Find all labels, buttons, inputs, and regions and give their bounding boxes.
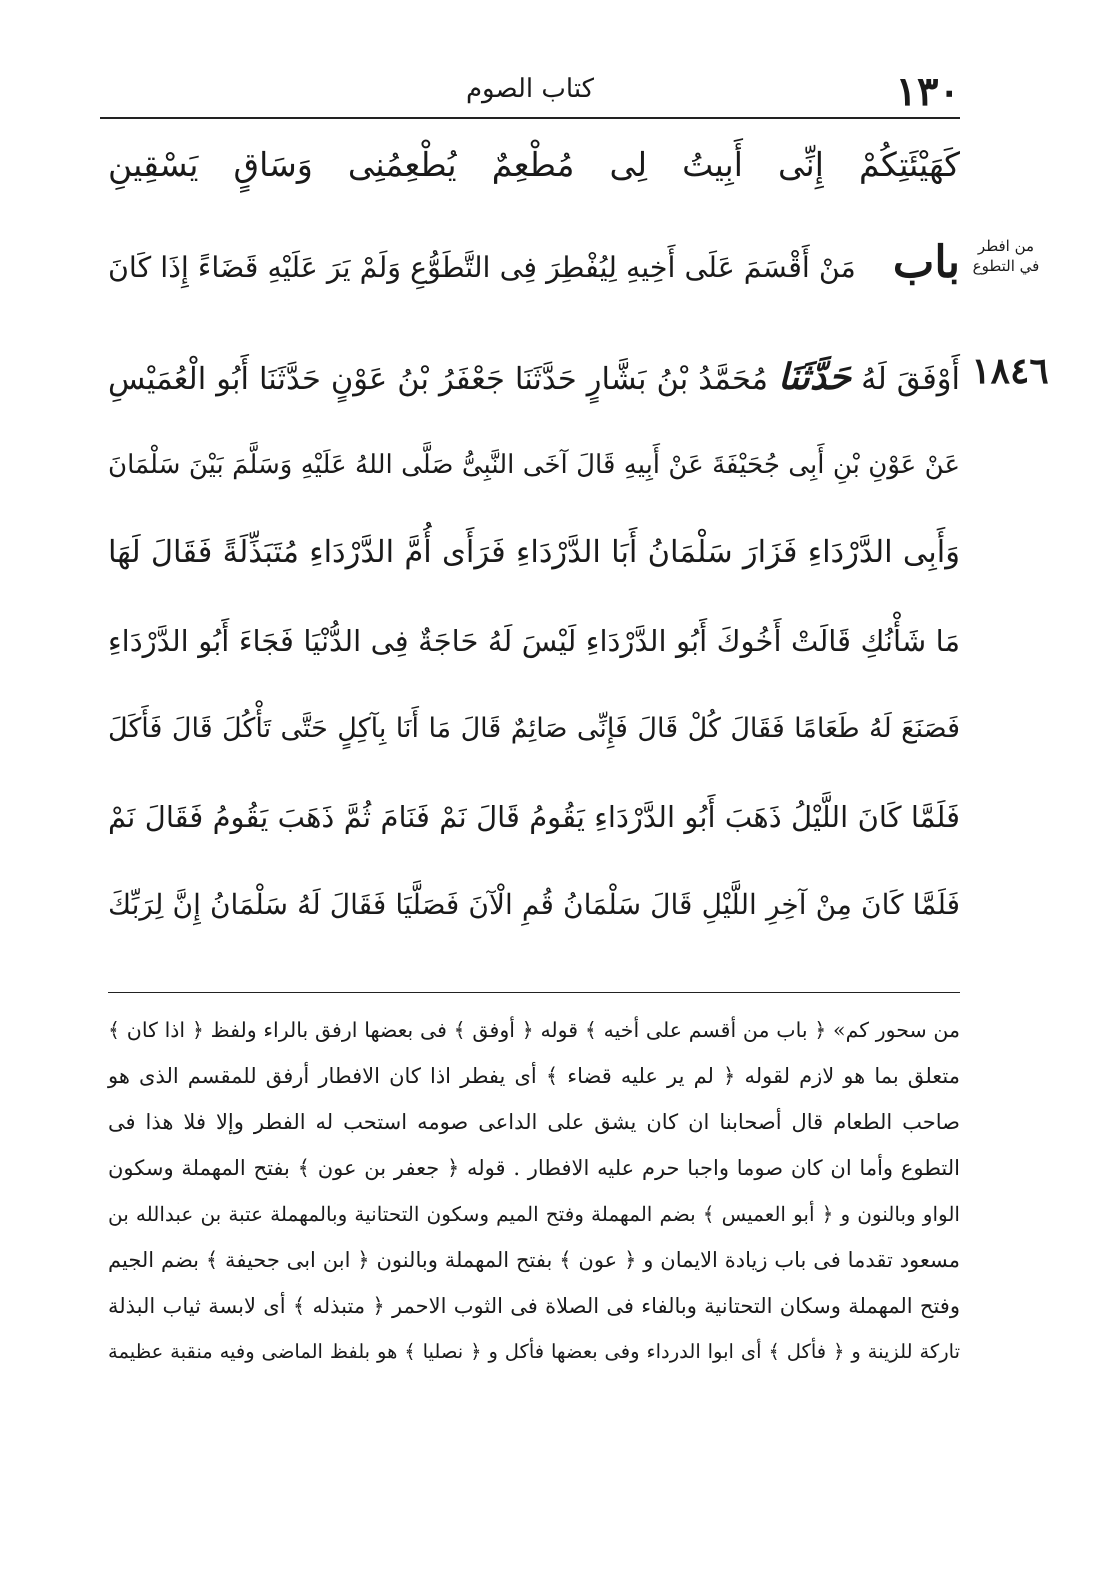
main-line-7: فَصَنَعَ لَهُ طَعَامًا فَقَالَ كُلْ قَالَ فَإِنِّى صَائِمٌ قَالَ مَا أَنَا بِآكِلٍ حَتَّى تَأْكُلَ قَالَ فَأَكَلَ [108, 713, 960, 744]
page-header [100, 68, 960, 118]
main-line-3-start: أَوْفَقَ لَهُ [861, 362, 960, 397]
main-line-5: وَأَبِى الدَّرْدَاءِ فَزَارَ سَلْمَانُ أَبَا الدَّرْدَاءِ فَرَأَى أُمَّ الدَّرْدَاءِ مُتَبَذِّلَةً فَقَالَ لَهَا [108, 535, 960, 570]
footnote-rule [108, 992, 960, 993]
running-title: كتاب الصوم [465, 74, 595, 104]
page-number: ١٣٠ [895, 68, 960, 115]
main-line-8: فَلَمَّا كَانَ اللَّيْلُ ذَهَبَ أَبُو الدَّرْدَاءِ يَقُومُ قَالَ نَمْ فَنَامَ ثُمَّ ذَهَبَ يَقُومُ فَقَالَ نَمْ [108, 800, 960, 834]
haddathana-mark: حَدَّثَنَا [778, 356, 852, 398]
commentary-line-2: متعلق بما هو لازم لقوله ﴿ لم ير عليه قضاء ﴾ أى يفطر اذا كان الافطار أرفق للمقسم الذى هو [108, 1064, 960, 1088]
margin-note: من افطر في التطوع [972, 237, 1040, 275]
main-line-3 [108, 342, 960, 412]
main-line-4: عَنْ عَوْنِ بْنِ أَبِى جُحَيْفَةَ عَنْ أَبِيهِ قَالَ آخَى النَّبِىُّ صَلَّى اللهُ عَلَيْهِ وَسَلَّمَ بَيْنَ سَلْمَانَ [108, 450, 960, 480]
commentary-line-5: الواو وبالنون و ﴿ أبو العميس ﴾ بضم المهملة وفتح الميم وسكون التحتانية وبالمهملة عتبة بن عبدالله بن [108, 1202, 960, 1226]
main-line-6: مَا شَأْنُكِ قَالَتْ أَخُوكَ أَبُو الدَّرْدَاءِ لَيْسَ لَهُ حَاجَةٌ فِى الدُّنْيَا فَجَاءَ أَبُو الدَّرْدَاءِ [108, 624, 960, 658]
main-line-9: فَلَمَّا كَانَ مِنْ آخِرِ اللَّيْلِ قَالَ سَلْمَانُ قُمِ الْآنَ فَصَلَّيَا فَقَالَ لَهُ سَلْمَانُ إِنَّ لِرَبِّكَ [108, 888, 960, 921]
commentary-line-7: وفتح المهملة وسكان التحتانية وبالفاء فى الصلاة فى الثوب الاحمر ﴿ متبذله ﴾ أى لابسة ثياب البذلة [108, 1294, 960, 1318]
commentary-line-1: من سحور كم» ﴿ باب من أقسم على أخيه ﴾ قوله ﴿ أوفق ﴾ فى بعضها ارفق بالراء ولفظ ﴿ اذا كان ﴾ [108, 1018, 960, 1042]
main-line-1: كَهَيْئَتِكُمْ إِنِّى أَبِيتُ لِى مُطْعِمٌ يُطْعِمُنِى وَسَاقٍ يَسْقِينِ [108, 145, 960, 184]
header-rule [100, 117, 960, 119]
hadith-number: ١٨٤٦ [971, 350, 1049, 392]
commentary-line-4: التطوع وأما ان كان صوما واجبا حرم عليه الافطار . قوله ﴿ جعفر بن عون ﴾ بفتح المهملة وسكون [108, 1156, 960, 1180]
commentary-line-8: تاركة للزينة و ﴿ فأكل ﴾ أى ابوا الدرداء وفى بعضها فأكل و ﴿ نصليا ﴾ هو بلفظ الماضى وفيه منقبة عظيمة [108, 1340, 960, 1363]
commentary-line-6: مسعود تقدما فى باب زيادة الايمان و ﴿ عون ﴾ بفتح المهملة وبالنون ﴿ ابن ابى جحيفة ﴾ بضم الجيم [108, 1248, 960, 1272]
chapter-heading-text: مَنْ أَقْسَمَ عَلَى أَخِيهِ لِيُفْطِرَ فِى التَّطَوُّعِ وَلَمْ يَرَ عَلَيْهِ قَضَاءً إِذَا كَانَ [108, 251, 856, 284]
commentary-line-3: صاحب الطعام قال أصحابنا ان كان يشق على الداعى صومه استحب له الفطر وإلا فلا هذا فى [108, 1110, 960, 1134]
chapter-heading-mark: باب [892, 237, 960, 288]
main-line-2 [108, 228, 960, 298]
main-line-3-rest: مُحَمَّدُ بْنُ بَشَّارٍ حَدَّثَنَا جَعْفَرُ بْنُ عَوْنٍ حَدَّثَنَا أَبُو الْعُمَيْسِ [108, 362, 768, 397]
